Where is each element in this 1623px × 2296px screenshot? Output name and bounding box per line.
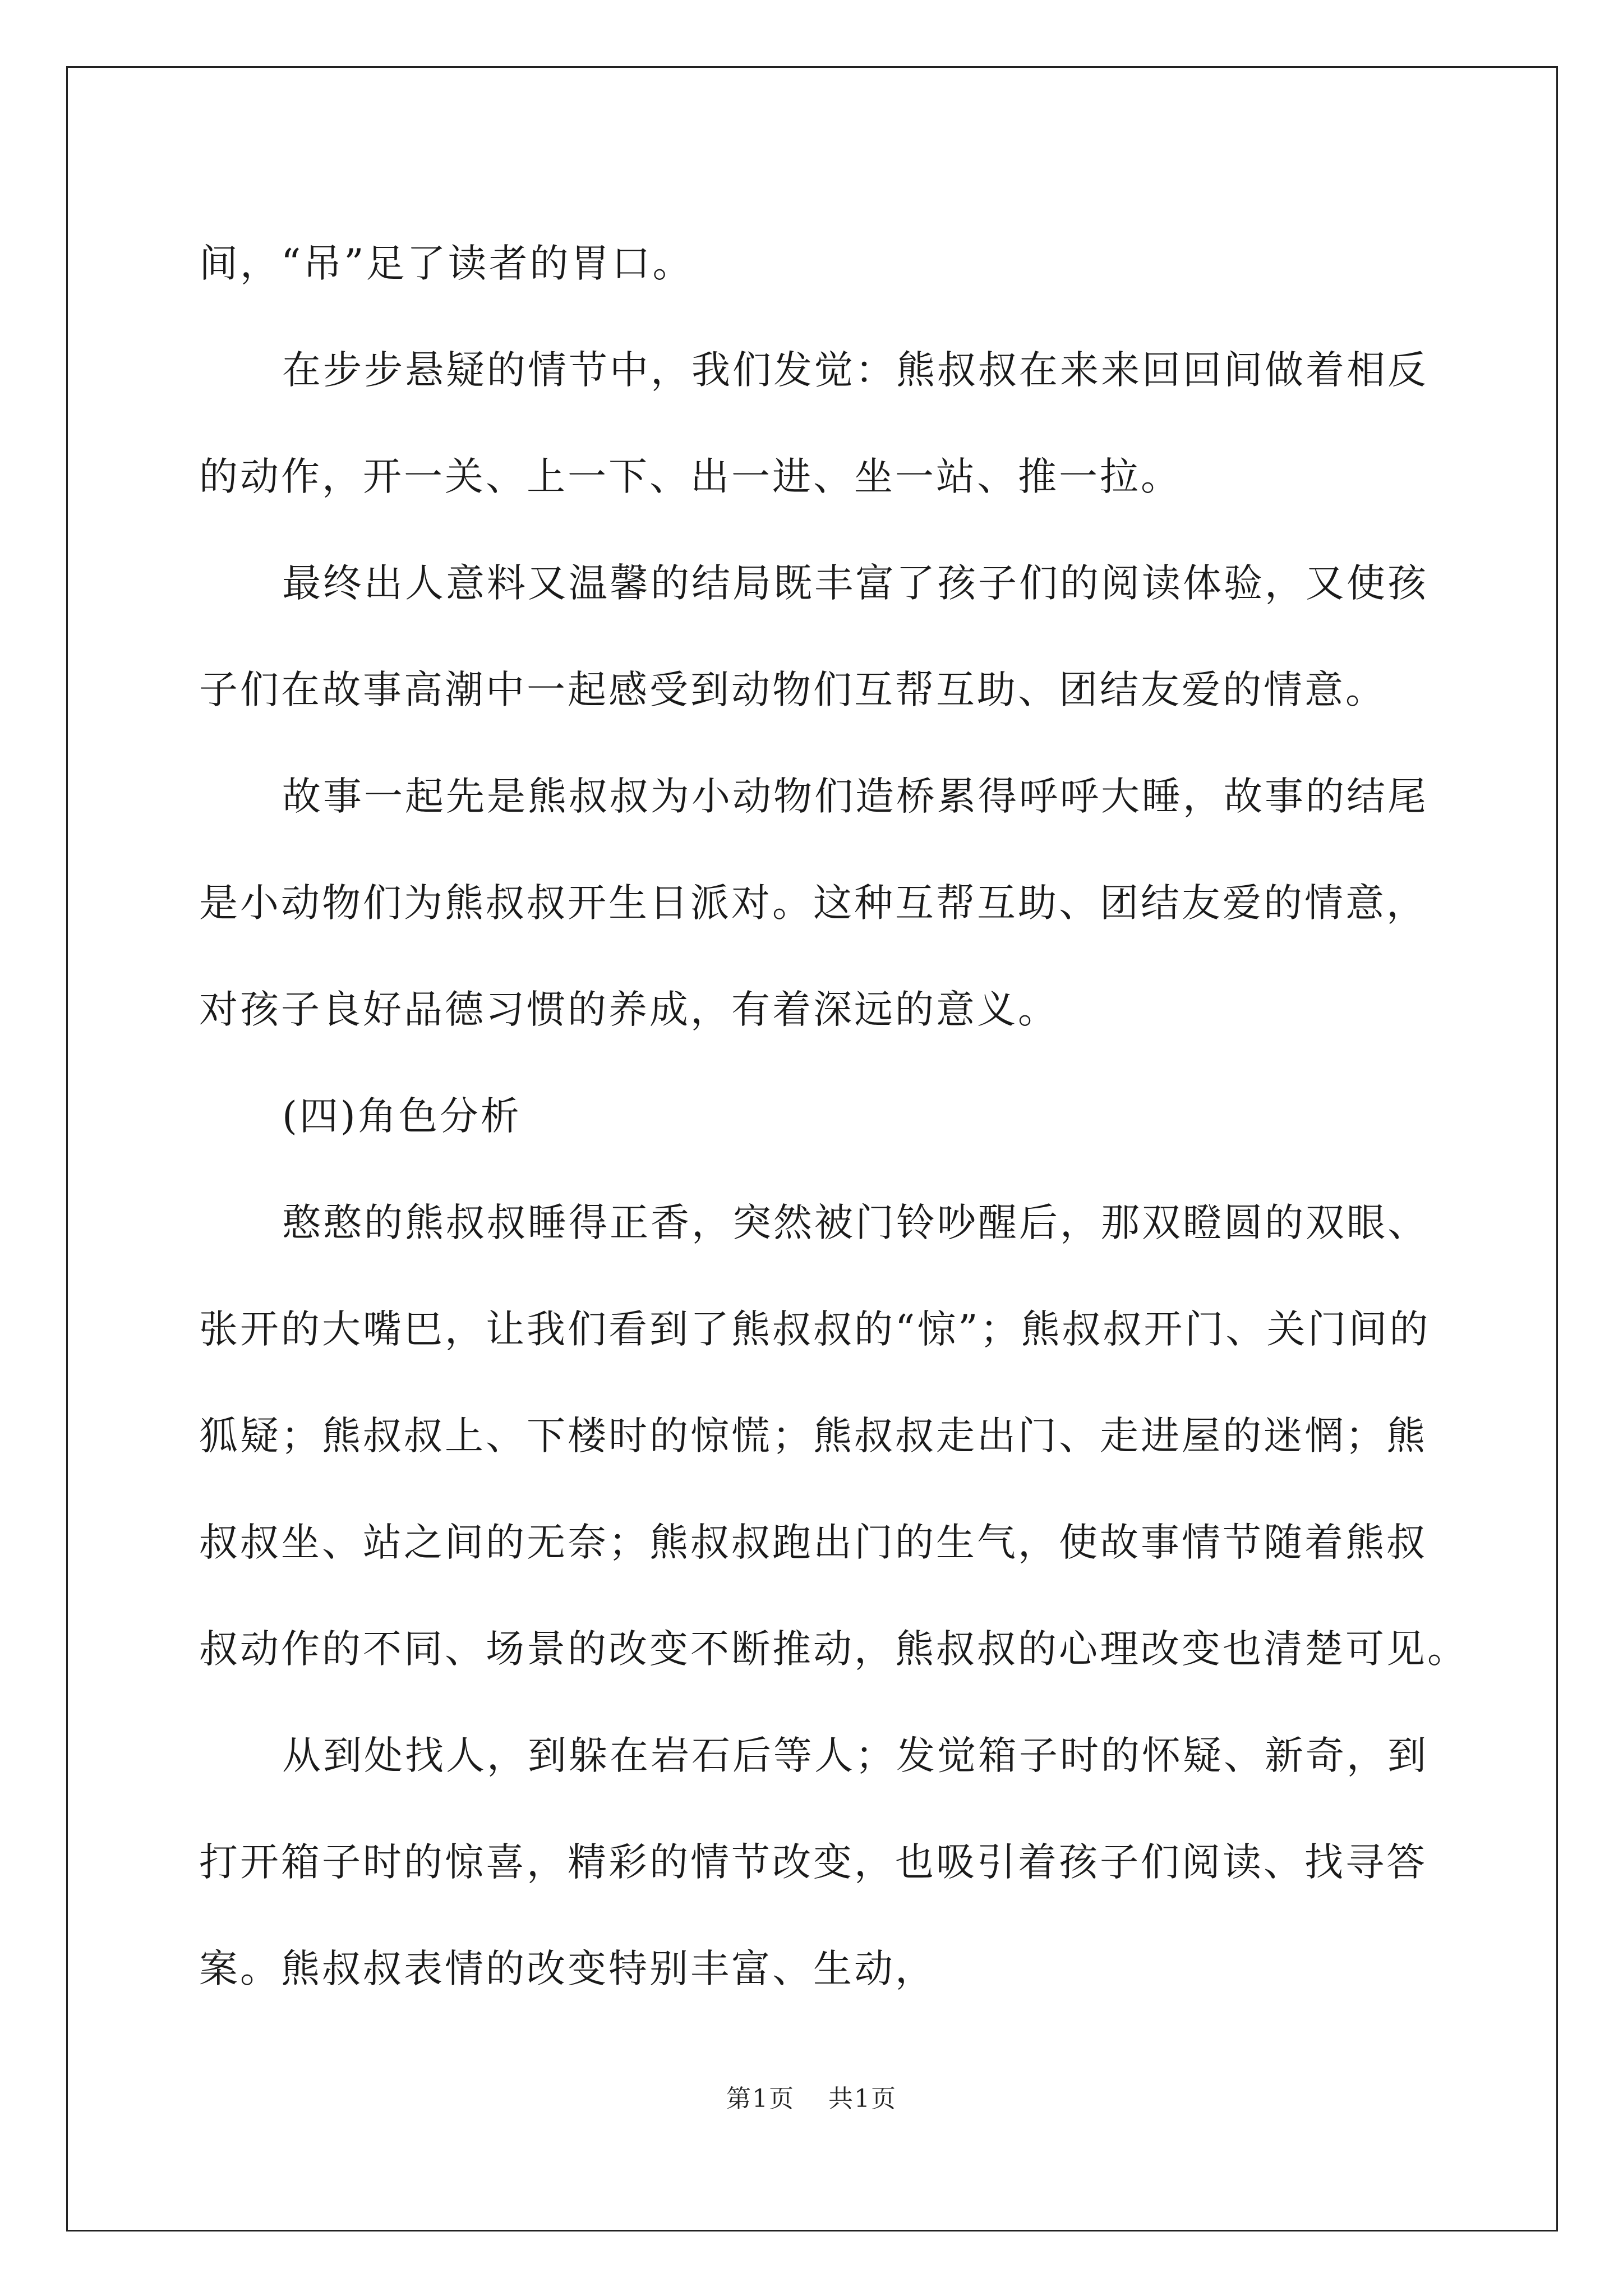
text-line: 故事一起先是熊叔叔为小动物们造桥累得呼呼大睡，故事的结尾	[282, 774, 1428, 819]
text-line: 狐疑；熊叔叔上、下楼时的惊慌；熊叔叔走出门、走进屋的迷惘；熊	[199, 1414, 1427, 1458]
text-line: 是小动物们为熊叔叔开生日派对。这种互帮互助、团结友爱的情意，	[199, 881, 1427, 926]
text-line: 张开的大嘴巴，让我们看到了熊叔叔的“惊”；熊叔叔开门、关门间的	[199, 1307, 1431, 1352]
text-line: 对孩子良好品德习惯的养成，有着深远的意义。	[199, 987, 1059, 1032]
text-line: 叔叔坐、站之间的无奈；熊叔叔跑出门的生气，使故事情节随着熊叔	[199, 1520, 1427, 1565]
page-footer	[0, 2078, 1623, 2114]
text-line: 间，“吊”足了读者的胃口。	[199, 241, 694, 286]
page-number: 第1页	[726, 2085, 795, 2113]
text-line: 最终出人意料又温馨的结局既丰富了孩子们的阅读体验，又使孩	[282, 561, 1428, 606]
text-line: 子们在故事高潮中一起感受到动物们互帮互助、团结友爱的情意。	[199, 668, 1386, 712]
page-total: 共1页	[828, 2085, 897, 2113]
text-line: 叔动作的不同、场景的改变不断推动，熊叔叔的心理改变也清楚可见。	[199, 1627, 1468, 1672]
text-line: 的动作，开一关、上一下、出一进、坐一站、推一拉。	[199, 454, 1182, 499]
text-line: 从到处找人，到躲在岩石后等人；发觉箱子时的怀疑、新奇，到	[282, 1733, 1428, 1778]
text-line: 在步步悬疑的情节中，我们发觉：熊叔叔在来来回回间做着相反	[282, 348, 1428, 393]
text-line: 打开箱子时的惊喜，精彩的情节改变，也吸引着孩子们阅读、找寻答	[199, 1840, 1427, 1885]
text-line: 案。熊叔叔表情的改变特别丰富、生动，	[199, 1947, 936, 1991]
text-line: 憨憨的熊叔叔睡得正香，突然被门铃吵醒后，那双瞪圆的双眼、	[282, 1200, 1428, 1245]
section-heading: (四)角色分析	[282, 1094, 522, 1139]
document-body	[199, 210, 1468, 2022]
